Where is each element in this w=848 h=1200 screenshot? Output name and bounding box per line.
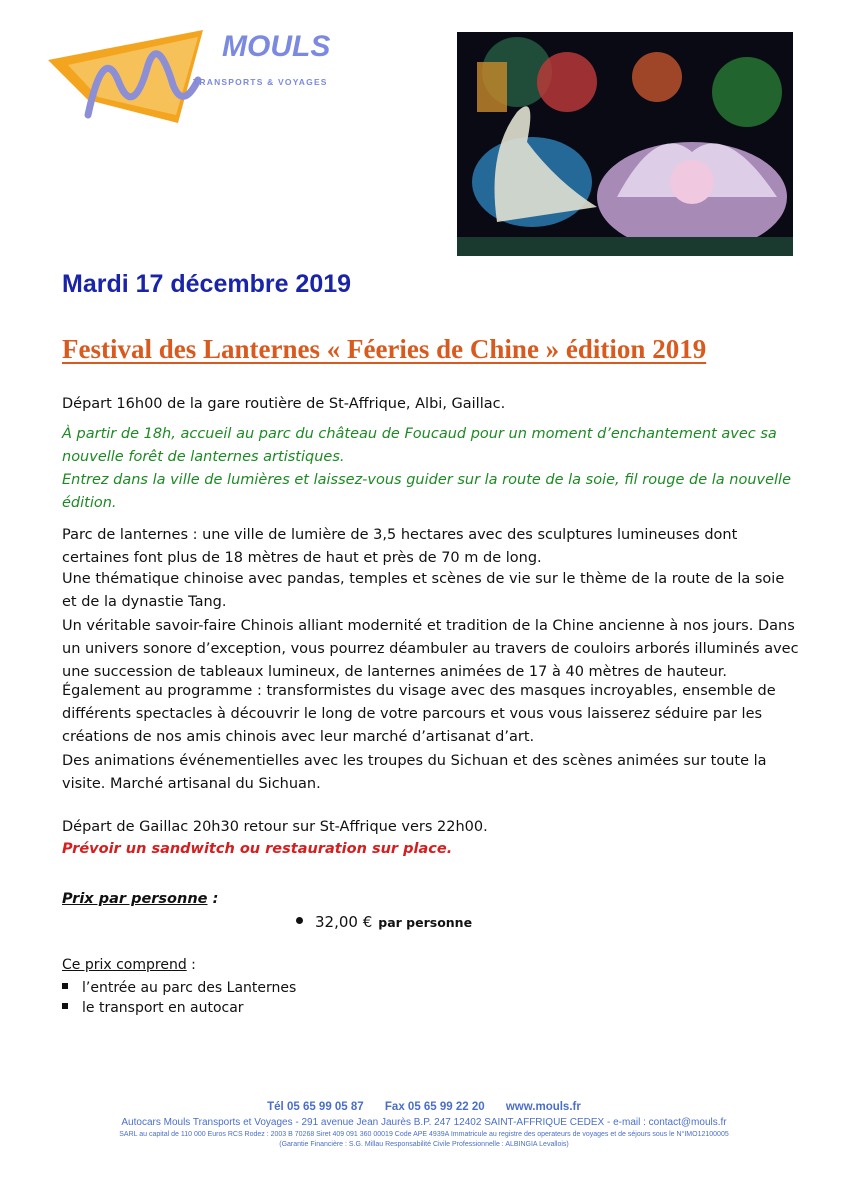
price-line [296,913,472,931]
price-label: Prix par personne : [62,891,219,907]
square-bullet-icon [62,983,68,989]
description-paragraph-3: Un véritable savoir-faire Chinois alliant modernité et tradition de la Chine ancienne à nos jours. Dans un univers sonore d’exception, vous pourrez déambuler au travers de couloirs arborés illuminés avec une succession de tableaux lumineux, de lanternes animées de 17 à 40 mètres de hauteur. [62,618,799,680]
departure-text: Départ 16h00 de la gare routière de St-Affrique, Albi, Gaillac. [62,396,506,412]
bullet-icon [296,917,303,924]
footer-guarantee: (Garantie Financière : S.G. Millau Responsabilité Civile Professionnelle : ALBINGIA Levallois) [279,1141,569,1148]
intro-paragraph-2: Entrez dans la ville de lumières et laissez-vous guider sur la route de la soie, fil rouge de la nouvelle édition. [62,472,792,511]
footer-tel: Tél 05 65 99 05 87 [267,1101,364,1113]
description-paragraph-2: Une thématique chinoise avec pandas, temples et scènes de vie sur le thème de la route de la soie et de la dynastie Tang. [62,571,785,610]
logo-subtitle: TRANSPORTS & VOYAGES [193,77,328,87]
description-paragraph-1: Parc de lanternes : une ville de lumière de 3,5 hectares avec des sculptures lumineuses dont certaines font plus de 18 mètres de haut et près de 70 m de long. [62,527,738,566]
description-paragraph-5: Des animations événementielles avec les troupes du Sichuan et des scènes animées sur toute la visite. Marché artisanal du Sichuan. [62,753,767,792]
event-title: Festival des Lanternes « Féeries de Chine » édition 2019 [62,334,707,364]
logo-name: MOULS [222,30,331,63]
price-amount: 32,00 € [315,913,373,931]
lantern-festival-photo [457,32,793,256]
includes-item: l’entrée au parc des Lanternes [62,980,296,996]
includes-item: le transport en autocar [62,1000,244,1016]
footer-contact [0,1101,848,1113]
return-text: Départ de Gaillac 20h30 retour sur St-Affrique vers 22h00. [62,819,488,835]
includes-label: Ce prix comprend : [62,957,196,973]
square-bullet-icon [62,1003,68,1009]
footer-web[interactable]: www.mouls.fr [505,1101,581,1113]
footer-legal: SARL au capital de 110 000 Euros RCS Rodez : 2003 B 70268 Siret 409 091 360 00019 Code APE 4939A Immatricule au registre des operateurs de voyages et de séjours sous le N°IMO12100005 [119,1131,729,1138]
intro-paragraph-1: À partir de 18h, accueil au parc du château de Foucaud pour un moment d’enchantement avec sa nouvelle forêt de lanternes artistiques. [62,426,777,465]
note-text: Prévoir un sandwitch ou restauration sur place. [62,841,453,857]
footer-address: Autocars Mouls Transports et Voyages - 291 avenue Jean Jaurès B.P. 247 12402 SAINT-AFFRIQUE CEDEX - e-mail : contact@mouls.fr [121,1117,727,1128]
description-paragraph-4: Également au programme : transformistes du visage avec des masques incroyables, ensemble de différents spectacles à découvrir le long de votre parcours et vous vous laisserez séduire par les créations de nos amis chinois avec leur marché d’artisanat d’art. [62,683,776,745]
event-date: Mardi 17 décembre 2019 [62,270,352,298]
footer-fax: Fax 05 65 99 22 20 [384,1101,485,1113]
price-per: par personne [378,915,473,930]
